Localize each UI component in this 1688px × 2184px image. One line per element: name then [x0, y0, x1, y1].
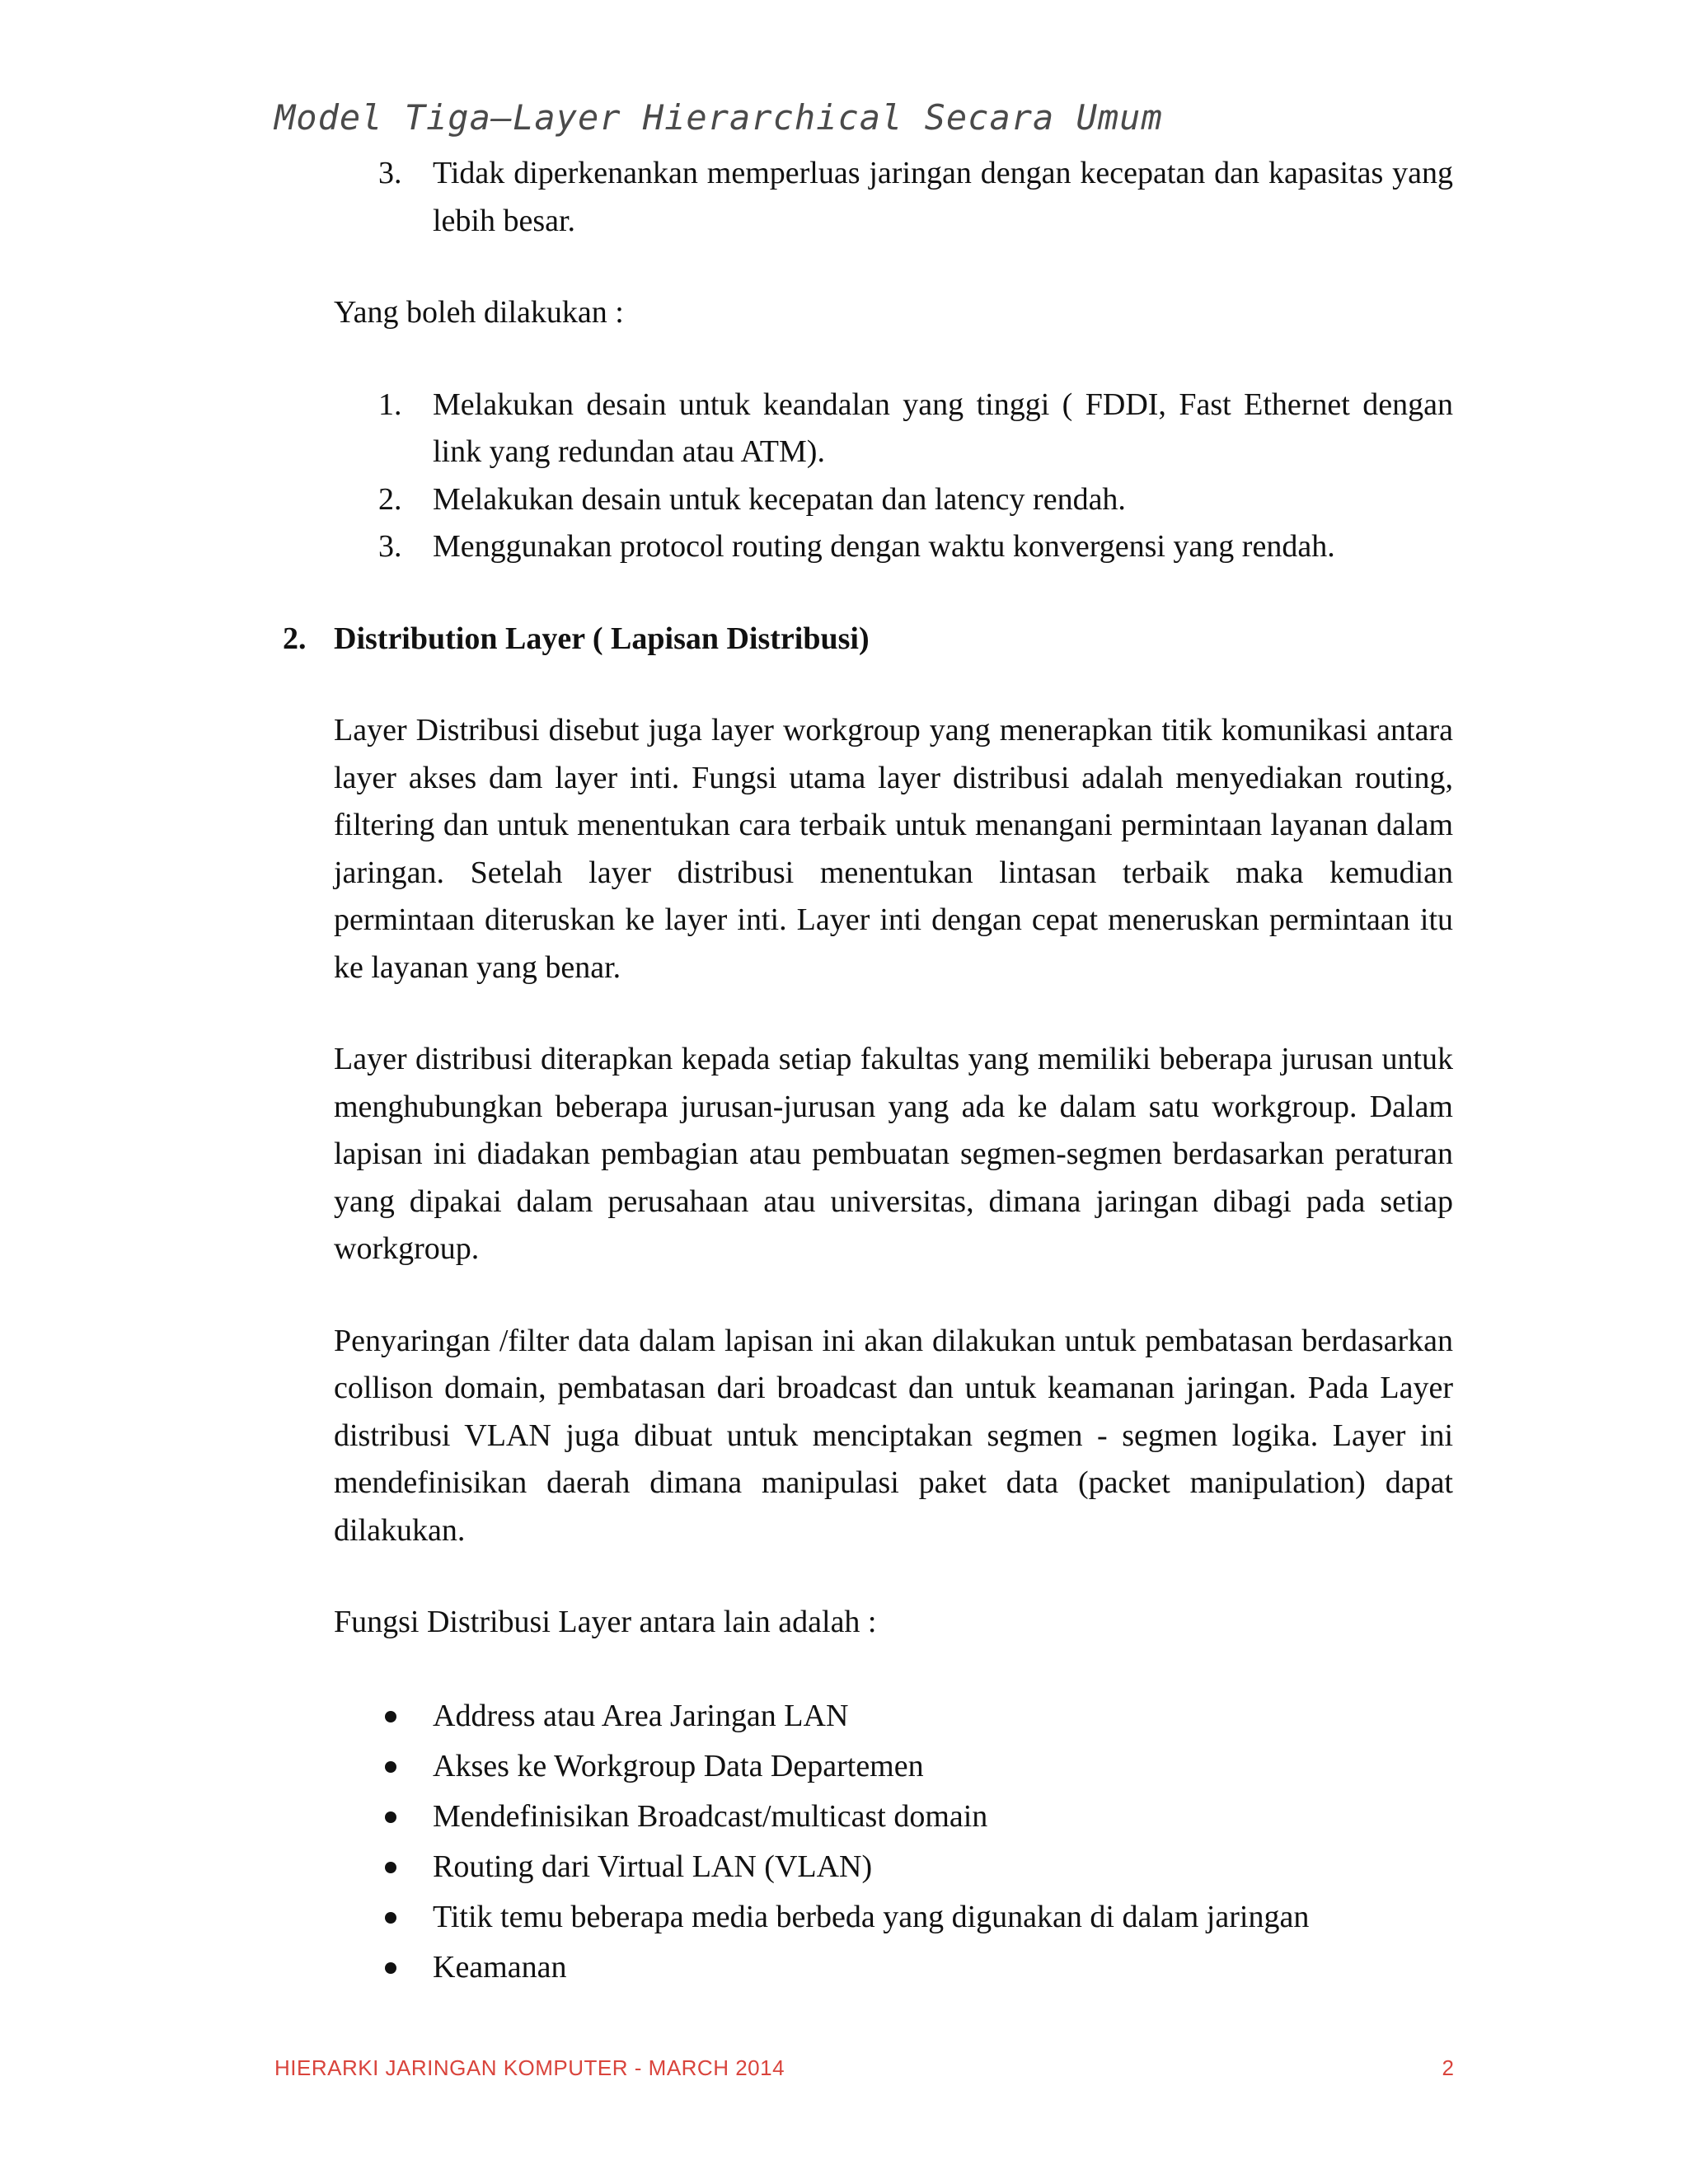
- list-item: [334, 150, 1453, 245]
- page-number: 2: [1442, 2055, 1454, 2080]
- bullet-item: [334, 1842, 1453, 1892]
- bullet-item-text: Routing dari Virtual LAN (VLAN): [433, 1849, 873, 1884]
- spacer: [334, 991, 1453, 1036]
- bullet-item: [334, 1943, 1453, 1993]
- allowed-intro: Yang boleh dilakukan :: [334, 295, 624, 330]
- list-item-text: Tidak diperkenankan memperluas jaringan dengan kecepatan dan kapasitas yang lebih besar.: [433, 156, 1453, 238]
- functions-intro: Fungsi Distribusi Layer antara lain adalah :: [334, 1605, 877, 1639]
- allowed-numbered-list: [334, 382, 1453, 571]
- bullet-item: [334, 1792, 1453, 1842]
- list-item-number: 2.: [378, 481, 402, 517]
- bullet-item-text: Titik temu beberapa media berbeda yang digunakan di dalam jaringan: [433, 1899, 1310, 1934]
- bullet-item: [334, 1892, 1453, 1943]
- paragraph: Layer Distribusi disebut juga layer workgroup yang menerapkan titik komunikasi antara layer akses dam layer inti. Fungsi utama layer distribusi adalah menyediakan routing, filtering dan untuk menentukan cara terbaik untuk menangani permintaan layanan dalam jaringan. Setelah layer distribusi menentukan lintasan terbaik maka kemudian permintaan diteruskan ke layer inti. Layer inti dengan cepat meneruskan permintaan itu ke layanan yang benar.: [334, 713, 1453, 985]
- bullet-icon: [385, 1962, 396, 1974]
- functions-bullet-list: [334, 1691, 1453, 1993]
- bullet-item: [334, 1741, 1453, 1792]
- section-number: 2.: [283, 621, 307, 656]
- list-item-number: 3.: [378, 156, 402, 190]
- list-item: [334, 476, 1453, 524]
- spacer: [334, 663, 1453, 707]
- running-header-title: Model Tiga–Layer Hierarchical Secara Umum: [274, 97, 1163, 138]
- bullet-icon: [385, 1711, 396, 1722]
- spacer: [334, 1273, 1453, 1318]
- spacer: [334, 1647, 1453, 1691]
- bullet-icon: [385, 1761, 396, 1773]
- bullet-icon: [385, 1862, 396, 1873]
- spacer: [334, 571, 1453, 616]
- continued-numbered-list: [334, 150, 1453, 245]
- footer-text: HIERARKI JARINGAN KOMPUTER - MARCH 2014: [274, 2055, 785, 2080]
- page-body: [283, 150, 1453, 1993]
- list-item-number: 3.: [378, 529, 402, 564]
- bullet-item-text: Address atau Area Jaringan LAN: [433, 1698, 849, 1733]
- list-item: [334, 382, 1453, 476]
- paragraph: Layer distribusi diterapkan kepada setiap fakultas yang memiliki beberapa jurusan untuk menghubungkan beberapa jurusan-jurusan yang ada ke dalam satu workgroup. Dalam lapisan ini diadakan pembagian atau pembuatan segmen-segmen berdasarkan peraturan yang dipakai dalam perusahaan atau universitas, dimana jaringan dibagi pada setiap workgroup.: [334, 1042, 1453, 1266]
- spacer: [334, 1554, 1453, 1599]
- bullet-item: [334, 1691, 1453, 1741]
- list-item: [334, 523, 1453, 571]
- list-item-text: Melakukan desain untuk kecepatan dan latency rendah.: [433, 481, 1126, 517]
- bullet-icon: [385, 1811, 396, 1823]
- section-title: Distribution Layer ( Lapisan Distribusi): [334, 621, 870, 656]
- bullet-item-text: Mendefinisikan Broadcast/multicast domain: [433, 1798, 988, 1834]
- bullet-icon: [385, 1912, 396, 1924]
- list-item-number: 1.: [378, 387, 402, 422]
- spacer: [334, 337, 1453, 382]
- section-heading: [283, 616, 1453, 663]
- bullet-item-text: Akses ke Workgroup Data Departemen: [433, 1748, 924, 1783]
- list-item-text: Menggunakan protocol routing dengan waktu konvergensi yang rendah.: [433, 529, 1335, 564]
- bullet-item-text: Keamanan: [433, 1949, 567, 1985]
- list-item-text: Melakukan desain untuk keandalan yang tinggi ( FDDI, Fast Ethernet dengan link yang redundan atau ATM).: [433, 387, 1453, 469]
- spacer: [334, 245, 1453, 289]
- paragraph: Penyaringan /filter data dalam lapisan ini akan dilakukan untuk pembatasan berdasarkan collison domain, pembatasan dari broadcast dan untuk keamanan jaringan. Pada Layer distribusi VLAN juga dibuat untuk menciptakan segmen - segmen logika. Layer ini mendefinisikan daerah dimana manipulasi paket data (packet manipulation) dapat dilakukan.: [334, 1323, 1453, 1548]
